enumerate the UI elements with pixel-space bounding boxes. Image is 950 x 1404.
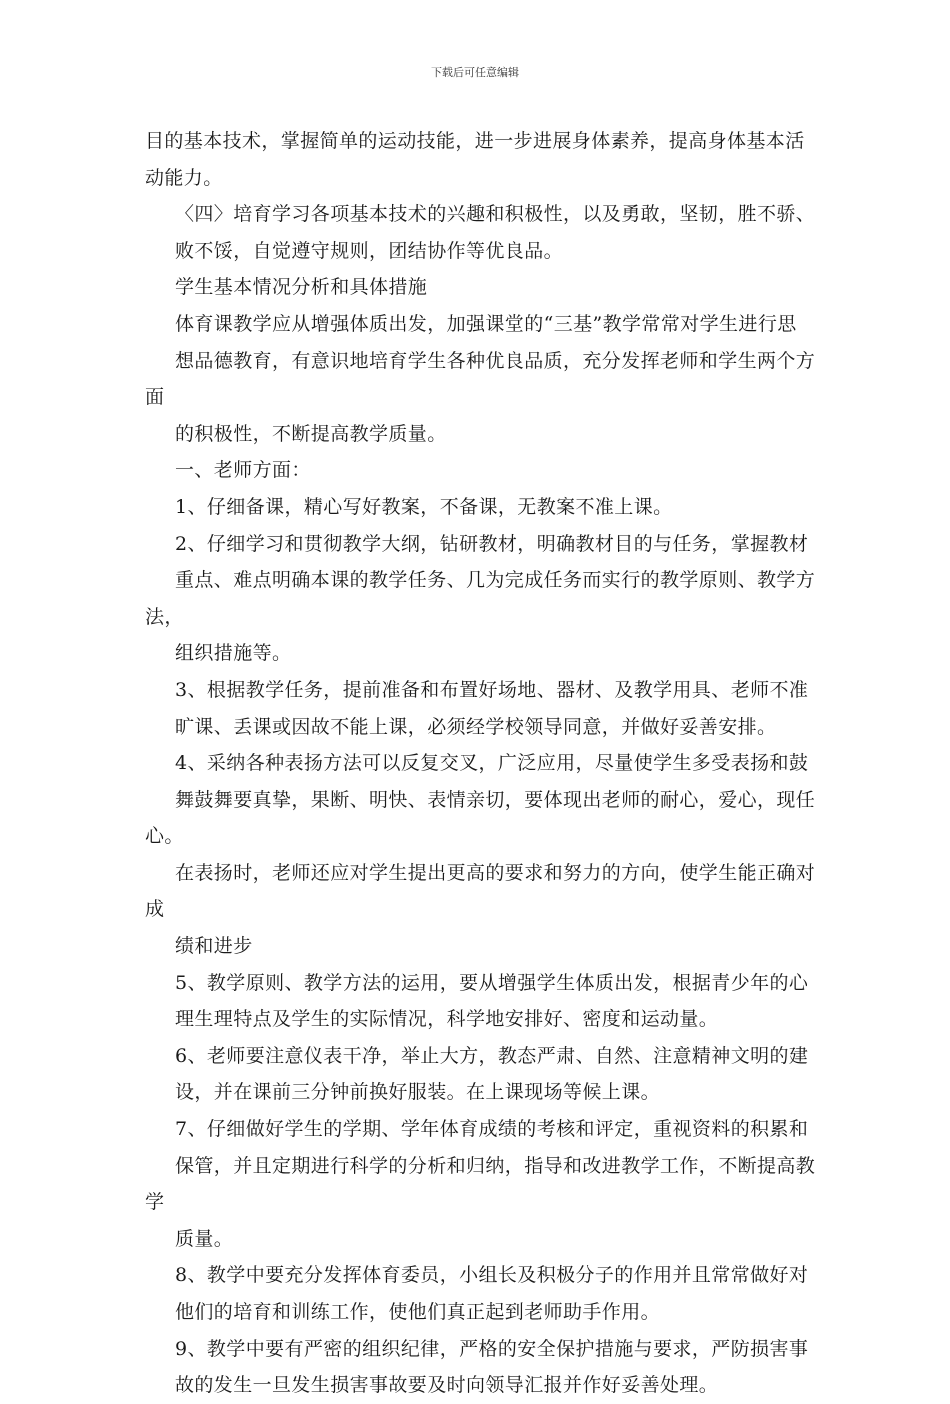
- document-body: [145, 123, 817, 1404]
- text-line: 一、老师方面：: [175, 459, 311, 482]
- text-line: 动能力。: [145, 166, 223, 189]
- text-line: 设，并在课前三分钟前换好服装。在上课现场等候上课。: [175, 1081, 661, 1104]
- text-line: 体育课教学应从增强体质出发，加强课堂的“三基”教学常常对学生进行思: [175, 312, 797, 335]
- text-line: 的积极性，不断提高教学质量。: [175, 422, 447, 445]
- text-line: 理生理特点及学生的实际情况，科学地安排好、密度和运动量。: [175, 1008, 719, 1031]
- text-line: 旷课、丢课或因故不能上课，必须经学校领导同意，并做好妥善安排。: [175, 715, 777, 738]
- text-line: 2、仔细学习和贯彻教学大纲，钻研教材，明确教材目的与任务，掌握教材: [175, 532, 809, 555]
- text-line: 9、教学中要有严密的组织纪律，严格的安全保护措施与要求，严防损害事: [175, 1337, 809, 1360]
- text-line: 舞鼓舞要真挚，果断、明快、表情亲切，要体现出老师的耐心，爱心，现任心。: [145, 788, 816, 848]
- paragraph-intro: [145, 306, 817, 452]
- list-item-3: [145, 672, 817, 745]
- list-item-8: [145, 1257, 817, 1330]
- text-line: 故的发生一旦发生损害事故要及时向领导汇报并作好妥善处理。: [175, 1374, 719, 1397]
- section-heading-student-analysis: [145, 269, 817, 306]
- list-item-9: [145, 1331, 817, 1404]
- text-line: 想品德教育，有意识地培育学生各种优良品质，充分发挥老师和学生两个方面: [145, 349, 816, 409]
- paragraph-objective-four: [145, 196, 817, 269]
- text-line: 1、仔细备课，精心写好教案，不备课，无教案不准上课。: [175, 495, 673, 518]
- text-line: 质量。: [175, 1227, 234, 1250]
- text-line: 重点、难点明确本课的教学任务、几为完成任务而实行的教学原则、教学方法，: [145, 569, 816, 628]
- text-line: 6、老师要注意仪表干净，举止大方，教态严肃、自然、注意精神文明的建: [175, 1044, 809, 1067]
- list-item-6: [145, 1038, 817, 1111]
- text-line: 学生基本情况分析和具体措施: [175, 276, 428, 299]
- text-line: 绩和进步: [175, 935, 253, 958]
- text-line: 败不馁，自觉遵守规则，团结协作等优良品。: [175, 239, 564, 262]
- text-line: 〈四〉培育学习各项基本技术的兴趣和积极性，以及勇敢，坚韧，胜不骄、: [175, 203, 816, 226]
- text-line: 目的基本技术，掌握简单的运动技能，进一步进展身体素养，提高身体基本活: [145, 130, 805, 152]
- text-line: 5、教学原则、教学方法的运用，要从增强学生体质出发，根据青少年的心: [175, 971, 809, 994]
- text-line: 8、教学中要充分发挥体育委员，小组长及积极分子的作用并且常常做好对: [175, 1264, 809, 1287]
- paragraph-continuation: [145, 123, 817, 196]
- text-line: 4、采纳各种表扬方法可以反复交叉，广泛应用，尽量使学生多受表扬和鼓: [175, 752, 809, 775]
- text-line: 保管，并且定期进行科学的分析和归纳，指导和改进教学工作，不断提高教学: [145, 1154, 816, 1214]
- list-item-4: [145, 745, 817, 965]
- text-line: 在表扬时，老师还应对学生提出更高的要求和努力的方向，使学生能正确对成: [145, 861, 816, 921]
- page-header: 下载后可任意编辑: [431, 66, 519, 79]
- list-item-7: [145, 1111, 817, 1257]
- list-item-5: [145, 965, 817, 1038]
- text-line: 组织措施等。: [175, 642, 292, 665]
- section-heading-teacher: [145, 452, 817, 489]
- list-item-1: [145, 489, 817, 526]
- list-item-2: [145, 526, 817, 672]
- text-line: 7、仔细做好学生的学期、学年体育成绩的考核和评定，重视资料的积累和: [175, 1118, 809, 1141]
- text-line: 3、根据教学任务，提前准备和布置好场地、器材、及教学用具、老师不准: [175, 678, 809, 701]
- text-line: 他们的培育和训练工作，使他们真正起到老师助手作用。: [175, 1301, 661, 1323]
